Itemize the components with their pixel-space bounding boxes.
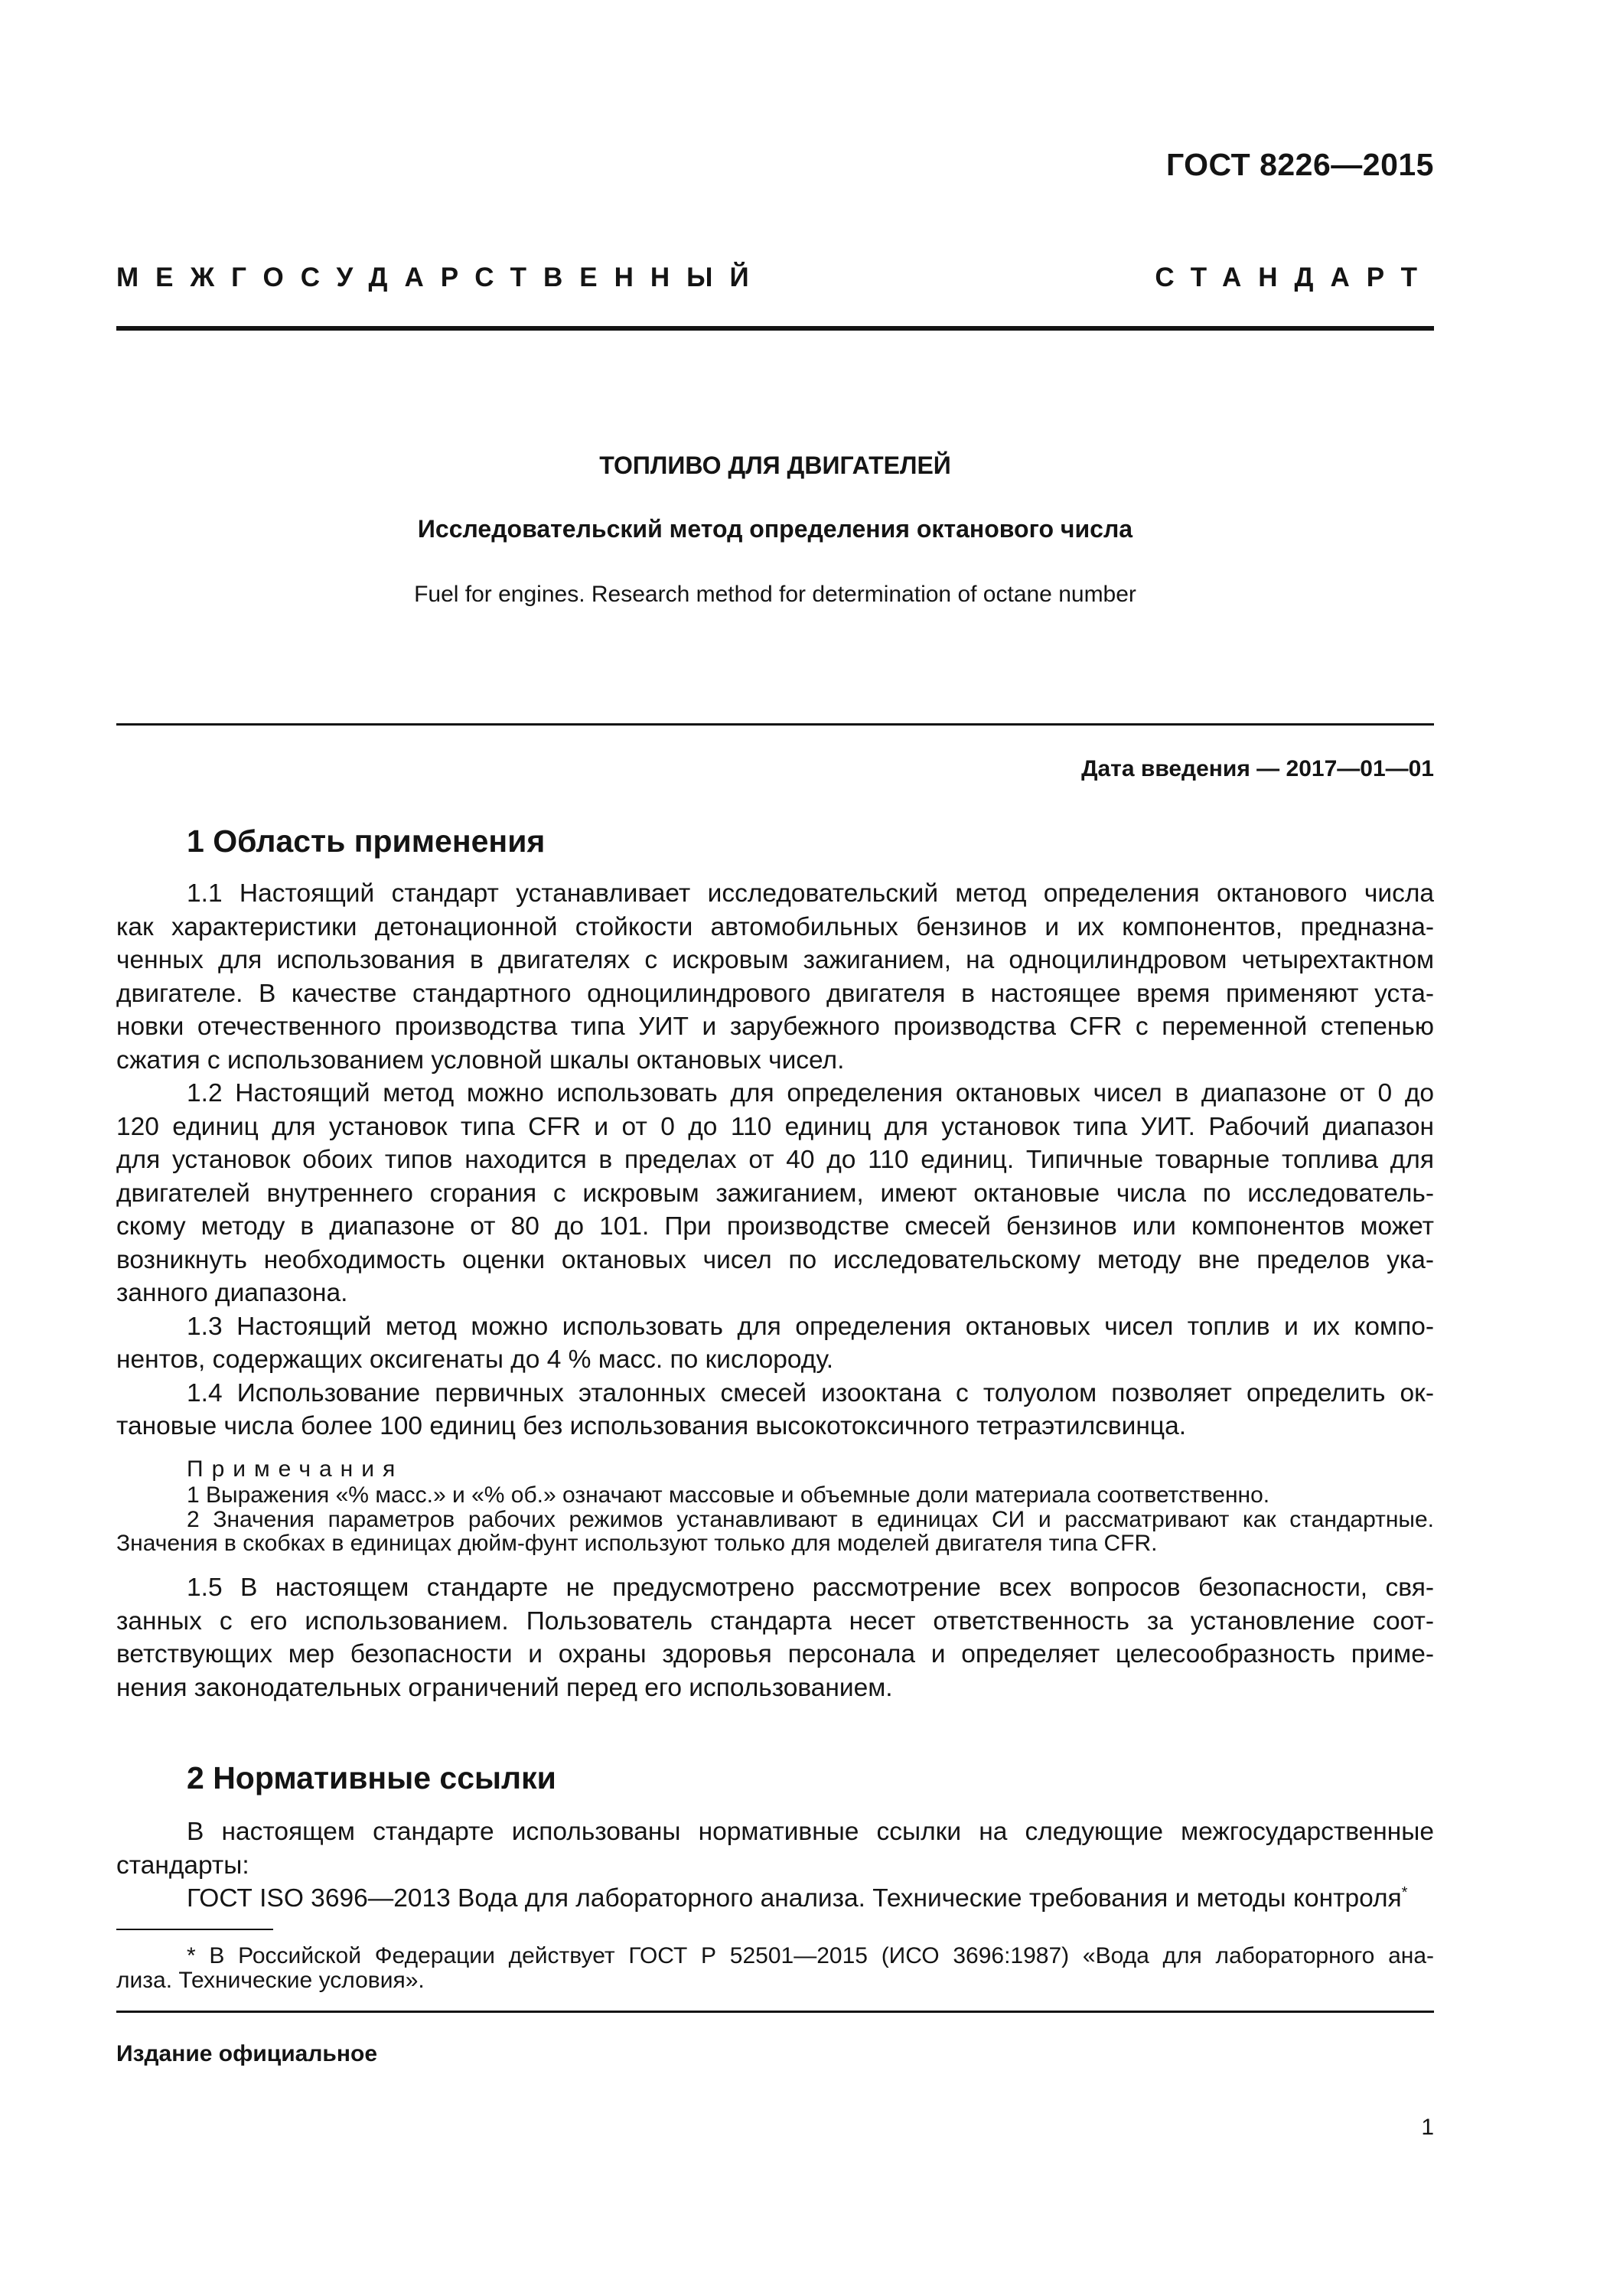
paragraph-line: возникнуть необходимость оценки октановых чисел по исследовательскому методу вне пределов ука- <box>116 1245 1434 1274</box>
edition-label: Издание официальное <box>116 2041 378 2066</box>
note-line: 2 Значения параметров рабочих режимов устанавливают в единицах СИ и рассматривают как стандартные. <box>187 1507 1434 1531</box>
notes-heading: Примечания <box>187 1456 404 1482</box>
note-line: Значения в скобках в единицах дюйм-фунт используют только для моделей двигателя типа CFR. <box>116 1531 1158 1556</box>
document-number: ГОСТ 8226—2015 <box>1165 147 1434 182</box>
notes-body <box>116 1483 1434 1556</box>
paragraph-line: 1.5 В настоящем стандарте не предусмотрено рассмотрение всех вопросов безопасности, свя- <box>187 1574 1434 1602</box>
footer-rule <box>116 2011 1434 2013</box>
document-title: ТОПЛИВО ДЛЯ ДВИГАТЕЛЕЙ <box>599 452 951 479</box>
reference-line <box>116 1882 1434 1916</box>
paragraph-line: двигателей внутреннего сгорания с искровым зажиганием, имеют октановые числа по исследователь- <box>116 1179 1434 1208</box>
paragraph-line: 1.3 Настоящий метод можно использовать для определения октановых чисел топлив и их компо- <box>187 1312 1434 1341</box>
paragraph-line: двигателе. В качестве стандартного одноцилиндрового двигателя в настоящее время применяют уста- <box>116 979 1434 1008</box>
paragraph-line: занных с его использованием. Пользователь стандарта несет ответственность за установление соот- <box>116 1606 1434 1636</box>
footnote-marker: * <box>1401 1883 1408 1901</box>
footnote-line: лиза. Технические условия». <box>116 1968 425 1992</box>
reference-text: ГОСТ ISO 3696—2013 Вода для лабораторного анализа. Технические требования и методы контроля <box>187 1884 1402 1913</box>
section-2-body <box>116 1815 1434 1916</box>
section-1-heading: 1 Область применения <box>187 823 546 859</box>
title-rule <box>116 723 1434 726</box>
paragraph-line: 1.2 Настоящий метод можно использовать для определения октановых чисел в диапазоне от 0 до <box>187 1079 1434 1107</box>
paragraph-line: новки отечественного производства типа УИТ и зарубежного производства CFR с переменной степенью <box>116 1013 1434 1041</box>
paragraph-line: В настоящем стандарте использованы нормативные ссылки на следующие межгосударственные <box>187 1818 1434 1846</box>
paragraph-line: для установок обоих типов находится в пределах от 40 до 110 единиц. Типичные товарные топлива для <box>116 1146 1434 1174</box>
paragraph-line: 1.4 Использование первичных эталонных смесей изооктана с толуолом позволяет определить ок- <box>187 1378 1434 1407</box>
standard-type-banner: МЕЖГОСУДАРСТВЕННЫЙ СТАНДАРТ <box>116 263 1434 292</box>
paragraph-line: как характеристики детонационной стойкости автомобильных бензинов и их компонентов, предназна- <box>116 912 1434 941</box>
page-number: 1 <box>1421 2115 1434 2140</box>
paragraph-line: сжатия с использованием условной шкалы октановых чисел. <box>116 1045 845 1075</box>
paragraph-line: занного диапазона. <box>116 1279 348 1307</box>
section-2-heading: 2 Нормативные ссылки <box>187 1760 556 1795</box>
paragraph-line: 1.1 Настоящий стандарт устанавливает исследовательский метод определения октанового числа <box>187 879 1434 908</box>
introduction-date: Дата введения — 2017—01—01 <box>1081 756 1434 781</box>
document-subtitle: Исследовательский метод определения октанового числа <box>417 515 1133 543</box>
header-rule <box>116 326 1434 331</box>
footnote-line: * В Российской Федерации действует ГОСТ Р 52501—2015 (ИСО 3696:1987) «Вода для лабораторного ана- <box>187 1944 1434 1968</box>
paragraph-line: ветствующих мер безопасности и охраны здоровья персонала и определяет целесообразность приме- <box>116 1640 1434 1668</box>
document-title-english: Fuel for engines. Research method for determination of octane number <box>414 582 1136 607</box>
paragraph-line: скому методу в диапазоне от 80 до 101. При производстве смесей бензинов или компонентов может <box>116 1212 1434 1241</box>
paragraph-line: нения законодательных ограничений перед его использованием. <box>116 1673 893 1702</box>
section-1-body <box>116 877 1434 1443</box>
footnote <box>116 1944 1434 1992</box>
paragraph-line: стандарты: <box>116 1851 249 1880</box>
paragraph-line: 120 единиц для установок типа CFR и от 0 до 110 единиц для установок типа УИТ. Рабочий диапазон <box>116 1112 1434 1141</box>
paragraph-line: тановые числа более 100 единиц без использования высокотоксичного тетраэтилсвинца. <box>116 1412 1187 1440</box>
paragraph-line: ченных для использования в двигателях с искровым зажиганием, на одноцилиндровом четырехтактном <box>116 946 1434 974</box>
note-line: 1 Выражения «% масс.» и «% об.» означают массовые и объемные доли материала соответственно. <box>187 1483 1270 1508</box>
paragraph-1-5 <box>116 1571 1434 1704</box>
paragraph-line: нентов, содержащих оксигенаты до 4 % масс. по кислороду. <box>116 1345 834 1374</box>
footnote-rule <box>116 1929 273 1930</box>
